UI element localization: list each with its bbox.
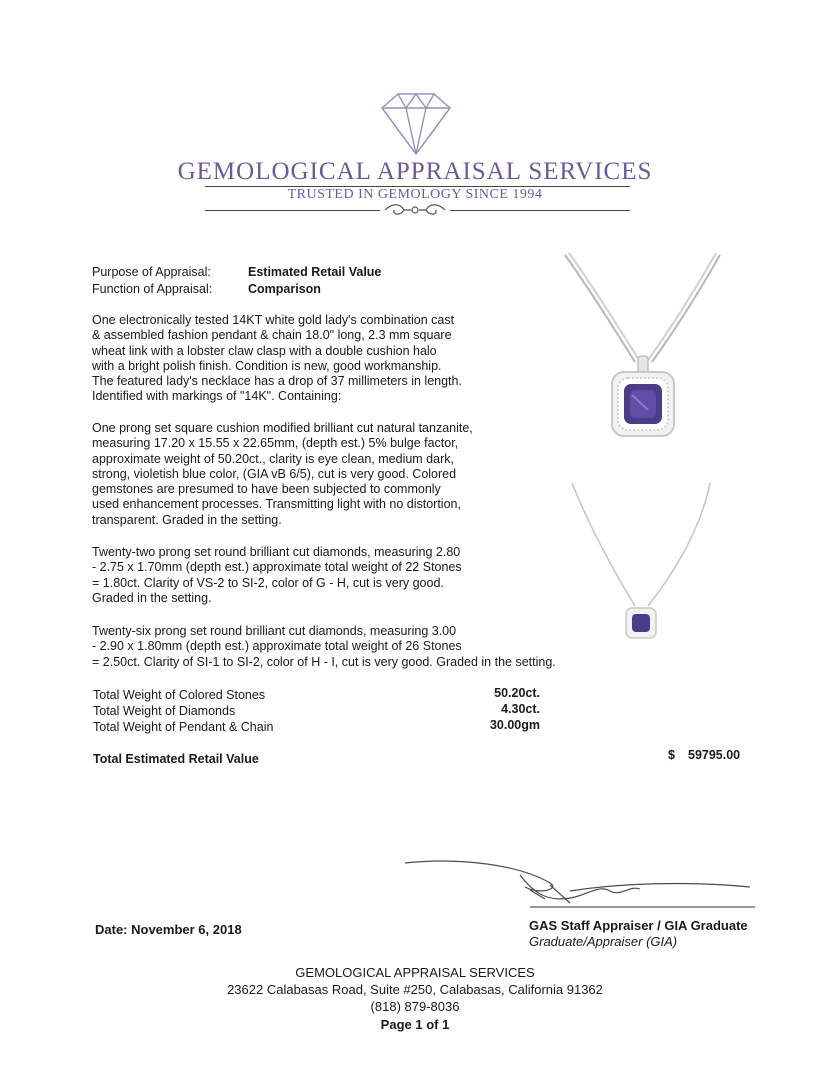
tagline: TRUSTED IN GEMOLOGY SINCE 1994 <box>287 187 543 202</box>
diamond-logo-icon <box>372 90 460 160</box>
necklace-full-image <box>560 478 725 643</box>
tanzanite-paragraph: One prong set square cushion modified brilliant cut natural tanzanite, measuring 17.20 x 15.55 x 22.65mm, (depth est.) 5% bulge factor, approximate weight of 50.20ct., clarity is eye clean, medium dark, strong, violetish blue color, (GIA vB 6/5), cut is very good. Colored gemstones are presumed to have been subjected to commonly used enhancement processes. Transmitting light with no distortion, transparent. Graded in the setting. <box>92 421 473 527</box>
total-label: Total Weight of Colored Stones <box>93 688 266 702</box>
appraiser-subtitle: Graduate/Appraiser (GIA) <box>529 934 678 949</box>
total-label: Total Weight of Pendant & Chain <box>93 720 274 734</box>
footer-company: GEMOLOGICAL APPRAISAL SERVICES <box>295 965 535 980</box>
appraiser-title: GAS Staff Appraiser / GIA Graduate <box>529 918 748 933</box>
total-value: 30.00gm <box>489 718 540 732</box>
pendant-closeup-image <box>560 250 725 445</box>
currency-symbol: $ <box>668 748 675 762</box>
function-label: Function of Appraisal: <box>92 282 213 296</box>
page-number: Page 1 of 1 <box>380 1017 450 1032</box>
total-label: Total Weight of Diamonds <box>93 704 236 718</box>
retail-value-amount: 59795.00 <box>688 748 741 762</box>
description-paragraph: One electronically tested 14KT white gold lady's combination cast & assembled fashion pendant & chain 18.0" long, 2.3 mm square wheat link with a lobster claw clasp with a double cushion halo with a bright polish finish. Condition is new, good workmanship. The featured lady's necklace has a drop of 37 millimeters in length. Identified with markings of "14K". Containing: <box>92 313 462 404</box>
total-value: 50.20ct. <box>494 686 540 700</box>
signature-image <box>400 855 760 915</box>
diamonds-26-paragraph: Twenty-six prong set round brilliant cut diamonds, measuring 3.00 - 2.90 x 1.80mm (depth est.) approximate total weight of 26 Stones = 2.50ct. Clarity of SI-1 to SI-2, color of H - I, cut is very good. Graded in the setting. <box>92 624 556 669</box>
retail-value-label: Total Estimated Retail Value <box>93 752 259 766</box>
footer-phone: (818) 879-8036 <box>370 999 460 1014</box>
footer-address: 23622 Calabasas Road, Suite #250, Calabasas, California 91362 <box>227 982 603 997</box>
purpose-label: Purpose of Appraisal: <box>92 265 211 279</box>
purpose-value: Estimated Retail Value <box>248 265 382 279</box>
diamonds-22-paragraph: Twenty-two prong set round brilliant cut diamonds, measuring 2.80 - 2.75 x 1.70mm (depth est.) approximate total weight of 22 Stones = 1.80ct. Clarity of VS-2 to SI-2, color of G - H, cut is very good. Graded in the setting. <box>92 545 462 605</box>
total-value: 4.30ct. <box>501 702 540 716</box>
ornament-icon <box>380 202 450 218</box>
function-value: Comparison <box>248 282 321 296</box>
company-name: GEMOLOGICAL APPRAISAL SERVICES <box>177 158 653 185</box>
appraisal-date: Date: November 6, 2018 <box>95 922 242 937</box>
